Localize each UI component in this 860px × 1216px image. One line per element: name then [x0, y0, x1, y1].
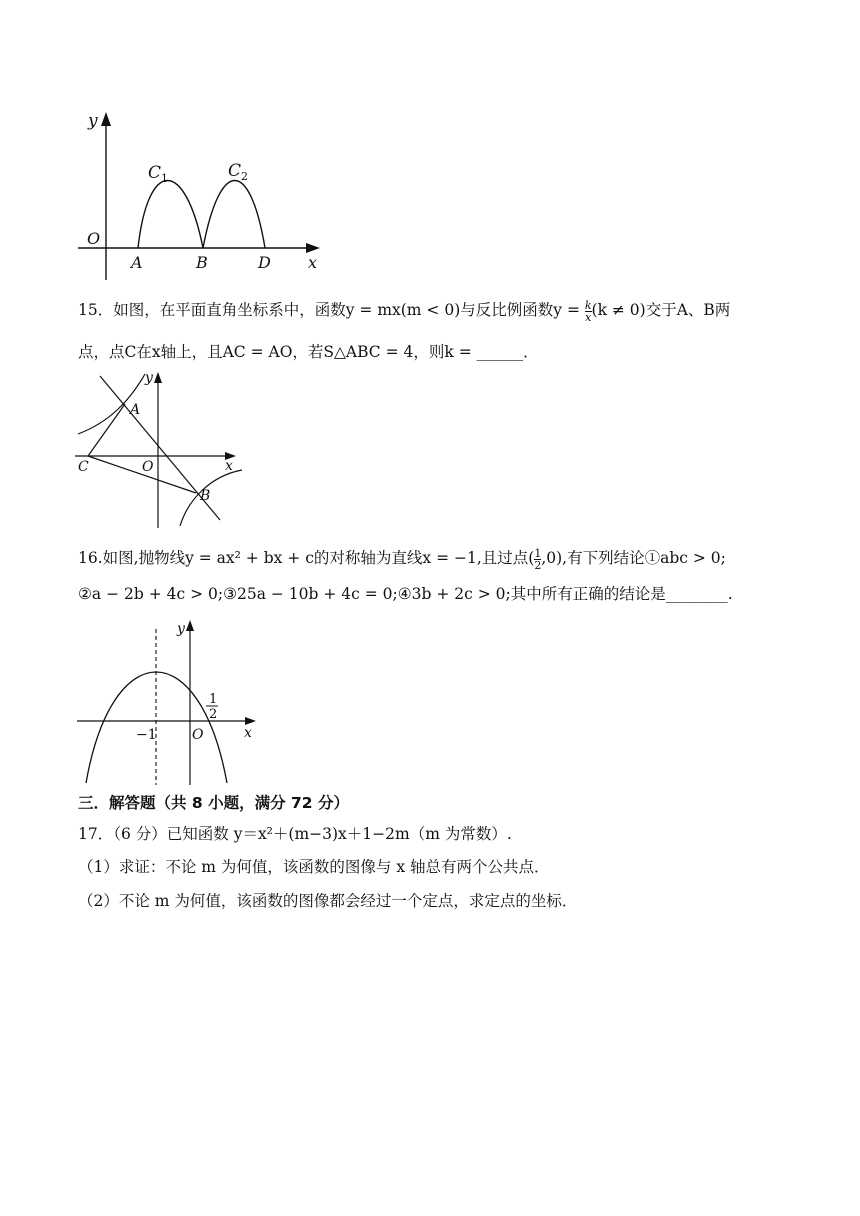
half-num: 1: [209, 692, 218, 707]
q17-part1: （1）求证：不论 m 为何值，该函数的图像与 x 轴总有两个公共点．: [78, 858, 550, 876]
q16-text-b: ,0),有下列结论①abc > 0;: [541, 549, 726, 567]
half-den: 2: [209, 707, 218, 722]
q16-frac-num: 1: [534, 546, 542, 560]
point-b-label: B: [196, 253, 208, 272]
point-a-label: A: [130, 402, 141, 418]
q15-text-a: 15．如图，在平面直角坐标系中，函数y = mx(m < 0)与反比例函数y =: [78, 301, 585, 319]
y-axis-arrow: [154, 372, 162, 383]
y-label: y: [145, 370, 153, 386]
q16-text-a: 16.如图,抛物线y = ax² + bx + c的对称轴为直线x = −1,且过点(: [78, 549, 535, 567]
q17-part2: （2）不论 m 为何值，该函数的图像都会经过一个定点，求定点的坐标．: [78, 892, 578, 910]
arch-c1: [138, 181, 203, 249]
q16-text-c: ②a − 2b + 4c > 0;③25a − 10b + 4c = 0;④3b + 2c > 0;其中所有正确的结论是________.: [78, 585, 733, 603]
c2-subscript: 2: [241, 170, 248, 183]
x-label: x: [225, 458, 233, 474]
arch-c2: [203, 181, 265, 249]
point-b-label: B: [200, 488, 211, 504]
q16-frac-den: 2: [534, 558, 542, 572]
c1-subscript: 1: [161, 172, 168, 185]
point-c-label: C: [78, 459, 89, 475]
point-a-label: A: [131, 253, 143, 272]
q15-frac-den: x: [585, 310, 592, 324]
section-title: 三．解答题（共 8 小题，满分 72 分）: [78, 794, 349, 812]
q15-text-c: 点，点C在x轴上，且AC = AO，若S△ABC = 4，则k = ______．: [78, 343, 539, 361]
q15-line1: [78, 299, 730, 323]
x-label: x: [308, 253, 318, 272]
q16-line2: [78, 583, 733, 605]
segment-ca: [88, 404, 125, 456]
origin-label: O: [142, 459, 154, 475]
hyperbola-branch-right: [180, 470, 242, 526]
x-axis-arrow: [245, 717, 256, 725]
q16-line1: [78, 547, 726, 571]
c1-label: C: [148, 163, 162, 183]
figure-q15: [70, 370, 250, 530]
c2-label: C: [228, 161, 242, 181]
figure-q16: [72, 615, 262, 787]
y-axis-arrow: [186, 620, 194, 631]
origin-label: O: [87, 229, 101, 248]
origin-label: O: [192, 727, 204, 743]
q15-line2: [78, 341, 539, 363]
q17-stem: 17．（6 分）已知函数 y＝x²＋(m−3)x＋1−2m（m 为常数）.: [78, 825, 512, 843]
figure-arches: [70, 108, 330, 283]
y-label: y: [88, 111, 98, 131]
neg-one-label: −1: [136, 727, 157, 743]
q15-fraction: [585, 300, 592, 323]
point-d-label: D: [258, 253, 271, 272]
x-label: x: [244, 725, 252, 741]
y-axis-arrow: [101, 112, 111, 126]
y-label: y: [177, 621, 185, 637]
q15-frac-num: k: [584, 298, 592, 312]
x-axis-arrow: [306, 243, 320, 253]
q15-text-b: (k ≠ 0)交于A、B两: [591, 301, 731, 319]
